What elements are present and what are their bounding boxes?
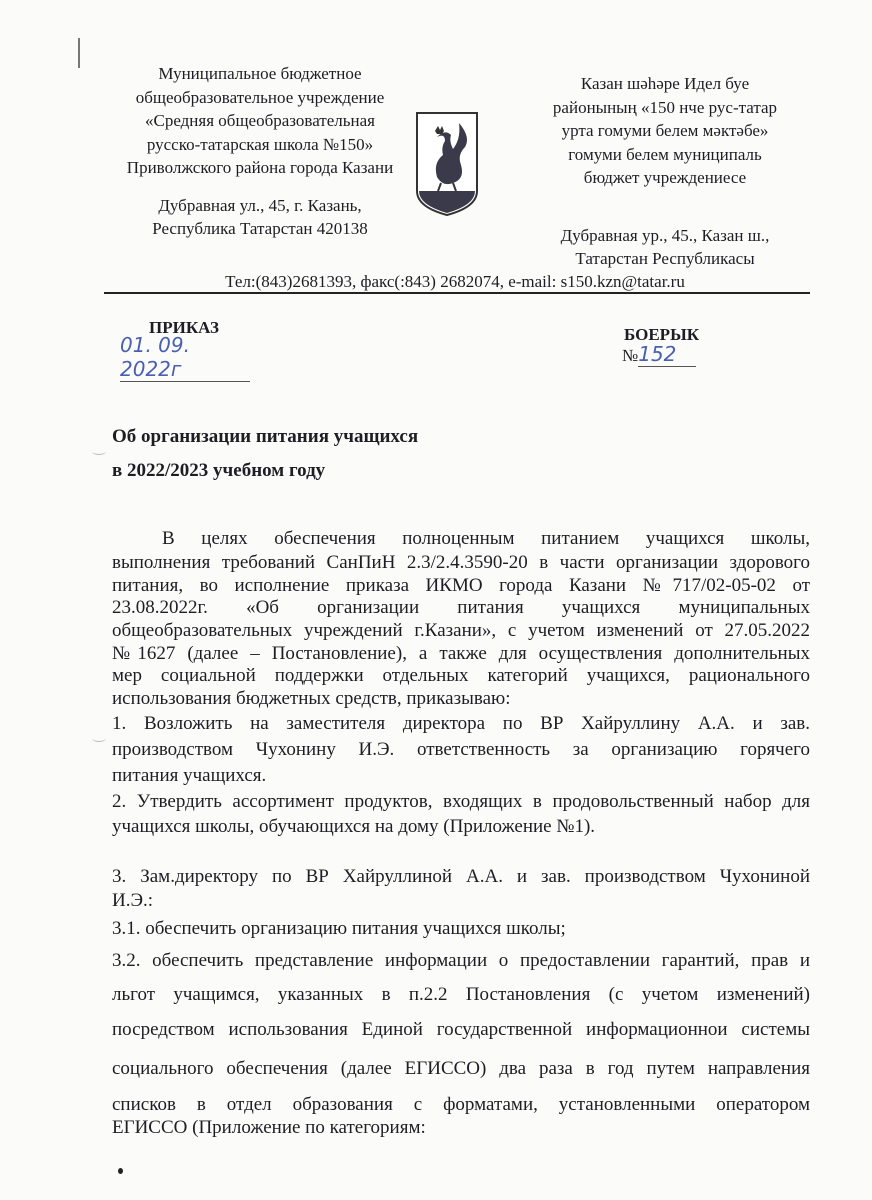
body-line: списков в отдел образования с форматами, установленными оператором — [112, 1094, 810, 1115]
body-line: 2. Утвердить ассортимент продуктов, входящих в продовольственный набор для — [112, 791, 810, 812]
body-line: 3.1. обеспечить организацию питания учащихся школы; — [112, 918, 566, 939]
body-line: производством Чухонину И.Э. ответственность за организацию горячего — [112, 739, 810, 760]
header-left-line: Муниципальное бюджетное — [158, 64, 362, 83]
scan-punch-mark — [92, 448, 106, 455]
header-contacts: Тел:(843)2681393, факс(:843) 2682074, e-mail: s150.kzn@tatar.ru — [225, 272, 685, 291]
header-right-line: урта гомуми белем мәктәбе» — [561, 121, 769, 140]
header-right — [530, 72, 800, 271]
body-line: льгот учащимся, указанных в п.2.2 Постановления (с учетом изменений) — [112, 984, 810, 1005]
body-line: выполнения требований СанПиН 2.3/2.4.3590-20 в части организации здорового — [112, 552, 810, 573]
order-label-ru: ПРИКАЗ — [149, 318, 219, 337]
header-left-line: Приволжского района города Казани — [126, 158, 394, 177]
body-line: питания учащихся. — [112, 765, 267, 786]
title-line: в 2022/2023 учебном году — [112, 460, 326, 481]
header-left — [100, 62, 420, 241]
header-right-line: Казан шәһәре Идел буе — [580, 74, 750, 93]
header-divider — [104, 292, 810, 294]
header-right-line: бюджет учреждениесе — [583, 168, 747, 187]
body-line: 23.08.2022г. «Об организации питания учащихся муниципальных — [112, 597, 810, 618]
body-line: 3.2. обеспечить представление информации о предоставлении гарантий, прав и — [112, 950, 810, 971]
order-label-tt: БОЕРЫК — [624, 325, 700, 344]
body-line: 3. Зам.директору по ВР Хайруллиной А.А. и зав. производством Чухониной — [112, 866, 810, 887]
order-number-prefix: № — [622, 346, 639, 365]
kazan-emblem-icon — [415, 111, 479, 219]
scan-punch-mark — [92, 735, 106, 742]
body-line: социального обеспечения (далее ЕГИССО) два раза в год путем направления — [112, 1058, 810, 1079]
header-right-line: гомуми белем муниципаль — [568, 144, 762, 164]
body-line: общеобразовательных учреждений г.Казани», с учетом изменений от 27.05.2022 — [112, 620, 810, 641]
header-right-address: Татарстан Республикасы — [575, 249, 755, 268]
header-left-line: «Средняя общеобразовательная — [145, 111, 375, 130]
order-date: 01. 09. 2022г — [120, 333, 250, 382]
body-line: 1. Возложить на заместителя директора по ВР Хайруллину А.А. и зав. — [112, 713, 810, 734]
scan-edge-mark — [78, 38, 80, 68]
body-line: И.Э.: — [112, 890, 154, 911]
bullet-mark — [118, 1168, 123, 1174]
body-line: использования бюджетных средств, приказываю: — [112, 688, 511, 709]
body-line: учащихся школы, обучающихся на дому (Приложение №1). — [112, 816, 596, 837]
title-line: Об организации питания учащихся — [112, 426, 419, 447]
order-number-value: 152 — [638, 342, 696, 367]
header-left-line: общеобразовательное учреждение — [135, 87, 385, 107]
body-line: №1627 (далее – Постановление), а также для осуществления дополнительных — [112, 643, 810, 664]
body-line: питания, во исполнение приказа ИКМО города Казани №717/02-05-02 от — [112, 575, 810, 596]
header-left-line: русско-татарская школа №150» — [146, 134, 374, 154]
header-right-line: районының «150 нче рус-татар — [552, 97, 778, 117]
body-line: В целях обеспечения полноценным питанием учащихся школы, — [162, 528, 810, 549]
header-right-address: Дубравная ур., 45., Казан ш., — [560, 225, 770, 245]
body-line: посредством использования Единой государственной информационнои системы — [112, 1019, 810, 1040]
body-line: ЕГИССО (Приложение по категориям: — [112, 1117, 426, 1138]
header-left-address: Дубравная ул., 45, г. Казань, — [158, 195, 362, 215]
body-line: мер социальной поддержки отдельных категорий учащихся, рационального — [112, 665, 810, 686]
order-number — [622, 342, 696, 367]
document-title — [112, 420, 418, 488]
header-left-address: Республика Татарстан 420138 — [152, 219, 368, 238]
coat-of-arms-emblem — [415, 111, 479, 219]
